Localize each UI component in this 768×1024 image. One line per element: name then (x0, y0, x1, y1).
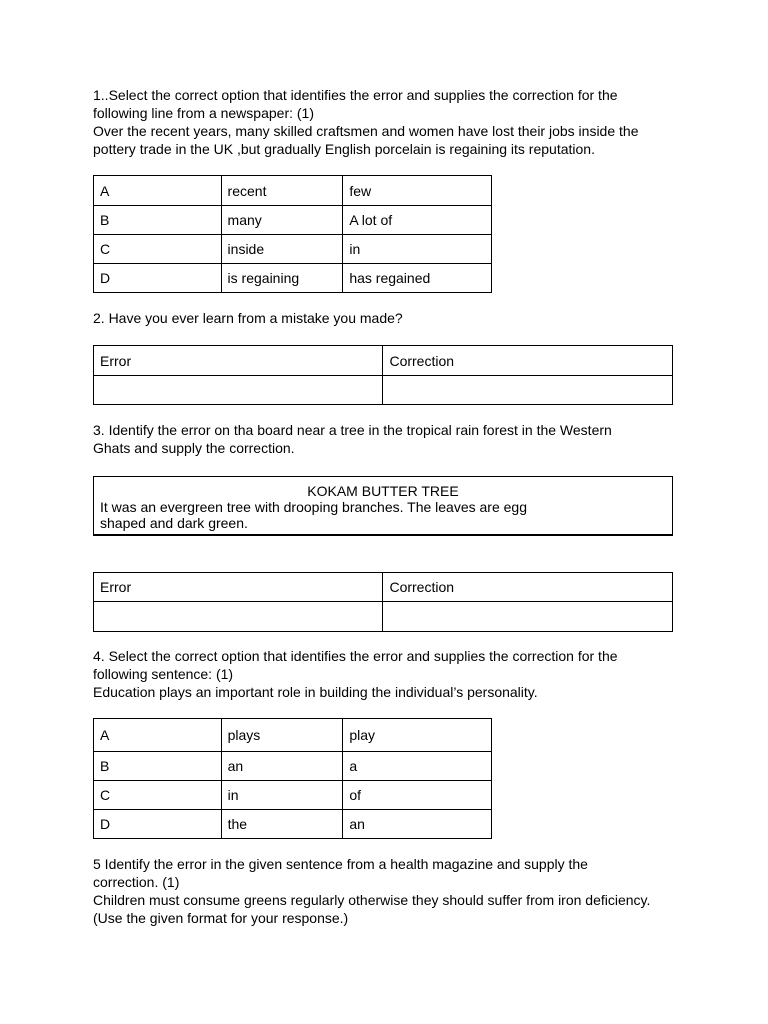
question-1-line-1: 1..Select the correct option that identifies the error and supplies the correction for the (93, 87, 618, 103)
question-5-line-2: correction. (1) (93, 874, 180, 890)
correction-header: Correction (383, 573, 673, 602)
option-error: in (221, 781, 343, 810)
option-correction: an (343, 810, 492, 839)
option-correction: in (343, 235, 492, 264)
option-error: an (221, 752, 343, 781)
table-row (94, 206, 492, 235)
table-row (94, 176, 492, 206)
table-row (94, 346, 673, 376)
table-row (94, 781, 492, 810)
option-error: plays (221, 719, 343, 752)
error-header: Error (94, 573, 383, 602)
option-label: C (94, 781, 222, 810)
option-correction: A lot of (343, 206, 492, 235)
question-5-text (93, 855, 693, 927)
question-5-line-4: (Use the given format for your response.) (93, 910, 349, 926)
table-row (94, 376, 673, 405)
question-2-answer-table (93, 345, 673, 405)
table-row (94, 602, 673, 632)
option-error: many (221, 206, 343, 235)
correction-header: Correction (383, 346, 673, 376)
error-answer-cell[interactable] (94, 602, 383, 632)
option-error: is regaining (221, 264, 343, 293)
question-5-line-1: 5 Identify the error in the given sentence from a health magazine and supply the (93, 856, 588, 872)
question-1-line-4: pottery trade in the UK ,but gradually English porcelain is regaining its reputation. (93, 141, 595, 157)
option-error: the (221, 810, 343, 839)
option-label: A (94, 176, 222, 206)
notice-board-line-1: It was an evergreen tree with drooping branches. The leaves are egg (100, 499, 527, 515)
question-4-options-table (93, 718, 492, 839)
question-2-line-1: 2. Have you ever learn from a mistake you made? (93, 310, 403, 326)
option-correction: a (343, 752, 492, 781)
option-error: inside (221, 235, 343, 264)
question-1-text (93, 86, 693, 158)
question-2-text (93, 309, 693, 327)
table-row (94, 752, 492, 781)
correction-answer-cell[interactable] (383, 376, 673, 405)
option-error: recent (221, 176, 343, 206)
option-correction: of (343, 781, 492, 810)
option-correction: has regained (343, 264, 492, 293)
question-4-line-2: following sentence: (1) (93, 666, 234, 682)
question-5-line-3: Children must consume greens regularly otherwise they should suffer from iron deficiency. (93, 892, 651, 908)
option-label: B (94, 752, 222, 781)
option-label: D (94, 264, 222, 293)
option-label: D (94, 810, 222, 839)
question-3-text (93, 421, 693, 457)
table-row (94, 264, 492, 293)
option-label: C (94, 235, 222, 264)
error-answer-cell[interactable] (94, 376, 383, 405)
table-row (94, 810, 492, 839)
correction-answer-cell[interactable] (383, 602, 673, 632)
option-correction: few (343, 176, 492, 206)
option-label: A (94, 719, 222, 752)
question-1-line-2: following line from a newspaper: (1) (93, 105, 314, 121)
question-3-line-1: 3. Identify the error on tha board near a tree in the tropical rain forest in the Western (93, 422, 612, 438)
question-1-line-3: Over the recent years, many skilled craftsmen and women have lost their jobs inside the (93, 123, 639, 139)
table-row (94, 235, 492, 264)
question-3-answer-table (93, 572, 673, 632)
error-header: Error (94, 346, 383, 376)
option-correction: play (343, 719, 492, 752)
option-label: B (94, 206, 222, 235)
question-4-line-1: 4. Select the correct option that identifies the error and supplies the correction for the (93, 648, 618, 664)
notice-board-line-2: shaped and dark green. (100, 515, 248, 531)
table-row (94, 719, 492, 752)
notice-board-title: KOKAM BUTTER TREE (307, 483, 459, 499)
question-3-line-2: Ghats and supply the correction. (93, 440, 295, 456)
question-4-text (93, 647, 693, 701)
question-4-line-3: Education plays an important role in building the individual’s personality. (93, 684, 538, 700)
question-1-options-table (93, 175, 492, 293)
notice-board (93, 476, 673, 536)
table-row (94, 573, 673, 602)
